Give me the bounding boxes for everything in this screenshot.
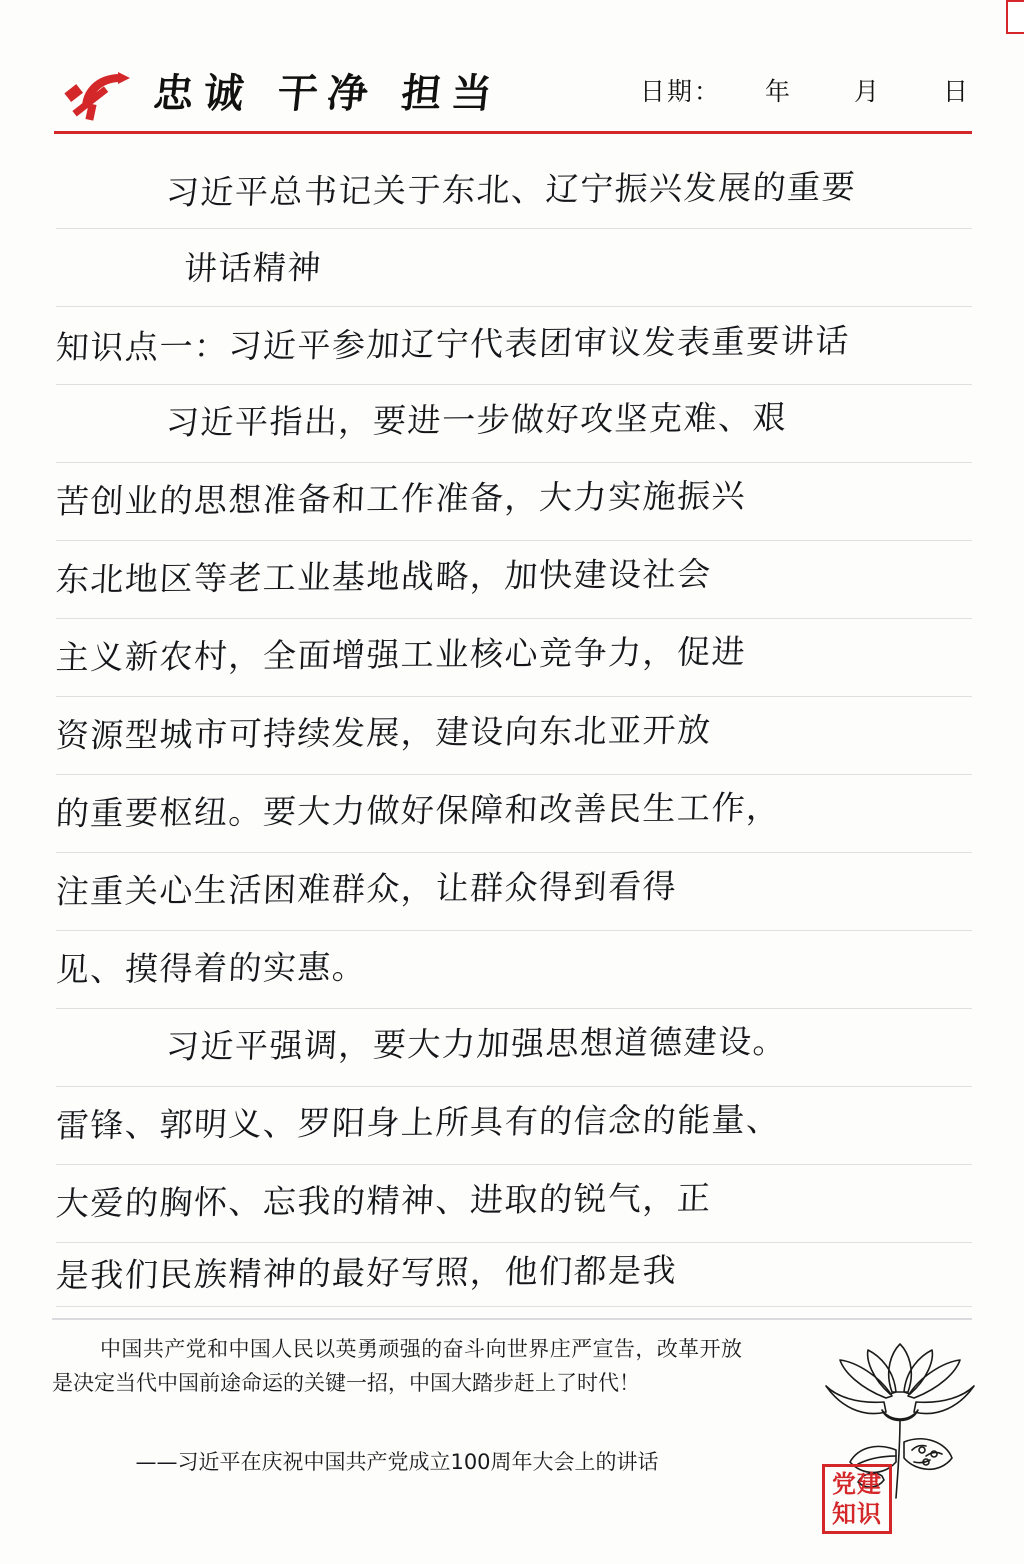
rule-line: [56, 852, 972, 853]
rule-line: [56, 930, 972, 931]
note-line: 见、摸得着的实惠。: [55, 947, 368, 989]
rule-line: [56, 462, 972, 463]
note-line: 主义新农村，全面增强工业核心竞争力，促进: [55, 631, 748, 677]
note-line: 东北地区等老工业基地战略，加快建设社会: [55, 554, 713, 599]
rule-line: [56, 1086, 972, 1087]
note-line: 讲话精神: [183, 247, 323, 288]
rule-line: [56, 774, 972, 775]
page-slogan: 忠诚 干净 担当: [151, 71, 504, 117]
date-year-label: 年: [764, 77, 790, 106]
rule-line: [56, 228, 972, 229]
header-divider: [54, 131, 972, 134]
note-line: 注重关心生活困难群众，让群众得到看得: [55, 866, 679, 911]
party-emblem-icon: [60, 68, 138, 124]
note-line: 大爱的胸怀、忘我的精神、进取的锐气，正: [55, 1178, 713, 1223]
date-month-label: 月: [853, 77, 879, 106]
footer-quote-text: [52, 1332, 742, 1400]
page-header: [54, 62, 972, 134]
note-line: 的重要枢纽。要大力做好保障和改善民生工作，: [55, 787, 782, 833]
note-line: 是我们民族精神的最好写照，他们都是我: [55, 1250, 679, 1295]
rule-line: [56, 306, 972, 307]
rule-line: [56, 384, 972, 385]
note-line: 雷锋、郭明义、罗阳身上所具有的信念的能量、: [55, 1099, 782, 1145]
date-line: [640, 72, 968, 108]
note-line: 习近平强调，要大力加强思想道德建设。: [165, 1021, 789, 1067]
note-line: 资源型城市可持续发展，建设向东北亚开放: [55, 710, 713, 755]
footer-attribution: ——习近平在庆祝中国共产党成立100周年大会上的讲话: [135, 1450, 659, 1474]
rule-line: [56, 1008, 972, 1009]
note-line: 知识点一：习近平参加辽宁代表团审议发表重要讲话: [55, 321, 851, 367]
handwritten-note-body: [56, 140, 972, 1310]
footer-quote-inner: 中国共产党和中国人民以英勇顽强的奋斗向世界庄严宣告，改革开放是决定当代中国前途命运的关键一招，中国大踏步赶上了时代！: [52, 1337, 742, 1395]
corner-tab-decoration: [1006, 0, 1024, 34]
rule-line: [56, 618, 972, 619]
stamp-line-1: 党建: [832, 1470, 882, 1498]
note-line: 苦创业的思想准备和工作准备，大力实施振兴: [55, 475, 748, 521]
rule-line: [56, 1164, 972, 1165]
footer-divider: [52, 1318, 972, 1320]
note-line: 习近平总书记关于东北、辽宁振兴发展的重要: [165, 167, 858, 213]
rule-line: [56, 1306, 972, 1307]
stamp-line-2: 知识: [832, 1500, 882, 1528]
rule-line: [56, 540, 972, 541]
date-day-label: 日: [942, 77, 968, 106]
note-line: 习近平指出，要进一步做好攻坚克难、艰: [165, 397, 789, 443]
status-badge-stamp: [822, 1464, 892, 1534]
date-label: 日期：: [639, 77, 721, 106]
rule-line: [56, 696, 972, 697]
